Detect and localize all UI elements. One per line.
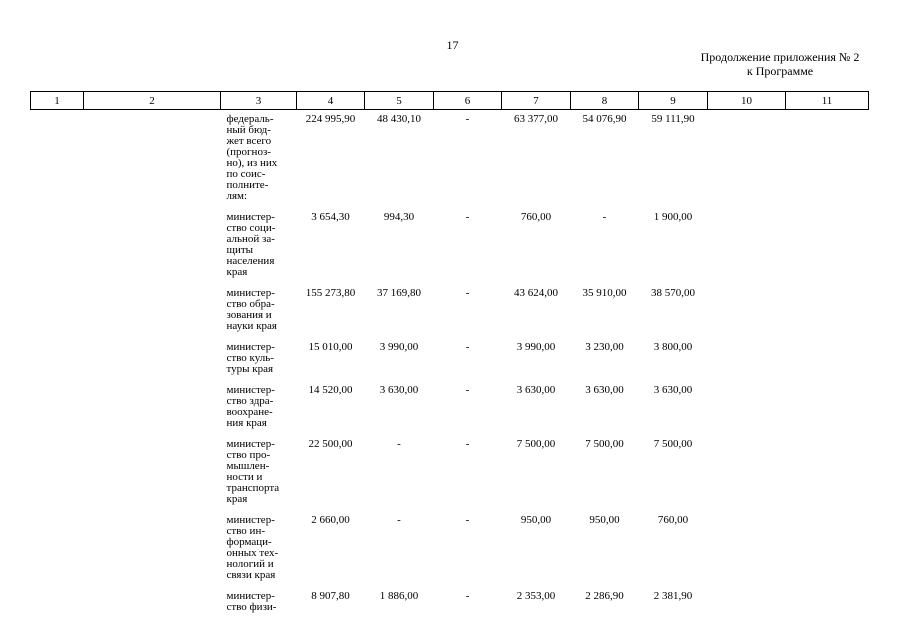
executor-name-line: федераль- (226, 113, 274, 125)
column-header-6: 6 (434, 92, 502, 110)
empty-cell-col-10 (708, 587, 786, 619)
executor-name-line: ный бюд- (226, 124, 271, 136)
amount-cell-col-9: 1 900,00 (653, 211, 693, 223)
row-executor-name (221, 284, 297, 338)
empty-cell-col-11 (786, 435, 869, 511)
executor-name-line: края (226, 493, 248, 505)
row-executor-name (221, 338, 297, 381)
empty-cell-col-1 (31, 338, 84, 381)
column-header-1: 1 (31, 92, 84, 110)
empty-cell-col-1 (31, 284, 84, 338)
empty-cell-col-11 (786, 284, 869, 338)
column-number-row (31, 92, 869, 110)
table-row (31, 511, 869, 587)
amount-cell-col-5: - (397, 438, 401, 450)
table-row (31, 587, 869, 619)
amount-cell-col-9: 3 800,00 (653, 341, 693, 353)
empty-cell-col-10 (708, 338, 786, 381)
empty-cell-col-2 (84, 511, 221, 587)
empty-cell-col-10 (708, 511, 786, 587)
amount-cell-col-9: 760,00 (657, 514, 689, 526)
executor-name-line: ство соци- (226, 222, 276, 234)
amount-cell-col-7: 760,00 (520, 211, 552, 223)
executor-name-line: ство куль- (226, 352, 274, 364)
amount-cell-col-9: 7 500,00 (653, 438, 693, 450)
amount-cell-col-5: 994,30 (383, 211, 415, 223)
empty-cell-col-11 (786, 338, 869, 381)
amount-cell-col-7: 950,00 (520, 514, 552, 526)
amount-cell-col-8: 3 630,00 (585, 384, 624, 396)
empty-cell-col-2 (84, 338, 221, 381)
amount-cell-col-7: 3 990,00 (516, 341, 556, 353)
appendix-line-2: к Программе (746, 64, 814, 78)
executor-name-line: министер- (226, 341, 275, 353)
empty-cell-col-11 (786, 511, 869, 587)
amount-cell-col-5: 48 430,10 (377, 113, 421, 125)
executor-name-line: ности и (226, 471, 263, 483)
amount-cell-col-9: 38 570,00 (651, 287, 695, 299)
executor-name-line: нологий и (226, 558, 274, 570)
executor-name-line: туры края (226, 363, 274, 375)
appendix-line-1: Продолжение приложения № 2 (700, 50, 860, 64)
table-row (31, 110, 869, 209)
amount-cell-col-6: - (465, 341, 470, 353)
amount-cell-col-7: 2 353,00 (516, 590, 556, 602)
table-body (31, 110, 869, 620)
executor-name-line: воохране- (226, 406, 273, 418)
empty-cell-col-1 (31, 208, 84, 284)
executor-name-line: науки края (226, 320, 277, 332)
executor-name-line: ство физи- (226, 601, 277, 613)
amount-cell-col-8: - (602, 211, 607, 223)
appendix-note (690, 50, 870, 78)
table-row (31, 208, 869, 284)
amount-cell-col-7: 63 377,00 (514, 113, 558, 125)
amount-cell-col-4: 2 660,00 (311, 514, 350, 526)
executor-name-line: министер- (226, 590, 275, 602)
empty-cell-col-2 (84, 381, 221, 435)
executor-name-line: ство здра- (226, 395, 274, 407)
executor-name-line: по соис- (226, 168, 266, 180)
amount-cell-col-6: - (465, 438, 470, 450)
empty-cell-col-11 (786, 208, 869, 284)
empty-cell-col-10 (708, 381, 786, 435)
amount-cell-col-6: - (465, 514, 470, 526)
amount-cell-col-6: - (465, 113, 470, 125)
amount-cell-col-4: 3 654,30 (311, 211, 350, 223)
table-row (31, 381, 869, 435)
empty-cell-col-10 (708, 284, 786, 338)
amount-cell-col-9: 59 111,90 (651, 113, 695, 125)
executor-name-line: ство ин- (226, 525, 265, 537)
column-header-5: 5 (365, 92, 434, 110)
amount-cell-col-4: 14 520,00 (308, 384, 353, 396)
executor-name-line: альной за- (226, 233, 275, 245)
column-header-9: 9 (639, 92, 708, 110)
executor-name-line: мышлен- (226, 460, 270, 472)
empty-cell-col-2 (84, 284, 221, 338)
row-executor-name (221, 587, 297, 619)
executor-name-line: щиты (226, 244, 254, 256)
row-executor-name (221, 110, 297, 209)
column-header-10: 10 (708, 92, 786, 110)
column-header-2: 2 (84, 92, 221, 110)
amount-cell-col-4: 8 907,80 (311, 590, 350, 602)
executor-name-line: ство про- (226, 449, 271, 461)
executor-name-line: ство обра- (226, 298, 275, 310)
row-executor-name (221, 435, 297, 511)
amount-cell-col-6: - (465, 211, 470, 223)
executor-name-line: министер- (226, 384, 275, 396)
empty-cell-col-1 (31, 587, 84, 619)
executor-name-line: жет всего (226, 135, 272, 147)
amount-cell-col-6: - (465, 287, 470, 299)
amount-cell-col-5: 3 630,00 (379, 384, 419, 396)
page-number: 17 (446, 38, 459, 52)
executor-name-line: министер- (226, 514, 275, 526)
amount-cell-col-4: 22 500,00 (308, 438, 353, 450)
amount-cell-col-5: 1 886,00 (379, 590, 419, 602)
executor-name-line: лям: (226, 190, 248, 202)
executor-name-line: населения (226, 255, 275, 267)
table-row (31, 284, 869, 338)
amount-cell-col-8: 950,00 (589, 514, 620, 526)
row-executor-name (221, 381, 297, 435)
column-header-7: 7 (502, 92, 571, 110)
executor-name-line: министер- (226, 438, 275, 450)
executor-name-line: формаци- (226, 536, 272, 548)
column-header-11: 11 (786, 92, 869, 110)
amount-cell-col-9: 3 630,00 (653, 384, 693, 396)
executor-name-line: ния края (226, 417, 267, 429)
amount-cell-col-5: - (397, 514, 401, 526)
amount-cell-col-5: 37 169,80 (377, 287, 421, 299)
table-row (31, 435, 869, 511)
executor-name-line: но), из них (226, 157, 278, 169)
amount-cell-col-7: 3 630,00 (516, 384, 556, 396)
amount-cell-col-6: - (465, 590, 470, 602)
empty-cell-col-2 (84, 208, 221, 284)
empty-cell-col-1 (31, 381, 84, 435)
row-executor-name (221, 208, 297, 284)
amount-cell-col-8: 2 286,90 (585, 590, 624, 602)
executor-name-line: транспорта (226, 482, 280, 494)
empty-cell-col-10 (708, 110, 786, 209)
executor-name-line: министер- (226, 211, 275, 223)
column-header-4: 4 (297, 92, 365, 110)
empty-cell-col-10 (708, 435, 786, 511)
budget-table (30, 91, 869, 619)
amount-cell-col-6: - (465, 384, 470, 396)
executor-name-line: министер- (226, 287, 275, 299)
empty-cell-col-2 (84, 587, 221, 619)
executor-name-line: края (226, 266, 248, 278)
row-executor-name (221, 511, 297, 587)
executor-name-line: (прогноз- (226, 146, 271, 158)
executor-name-line: зования и (226, 309, 272, 321)
amount-cell-col-4: 224 995,90 (305, 113, 356, 125)
empty-cell-col-2 (84, 110, 221, 209)
amount-cell-col-4: 15 010,00 (308, 341, 353, 353)
empty-cell-col-1 (31, 511, 84, 587)
empty-cell-col-10 (708, 208, 786, 284)
amount-cell-col-8: 54 076,90 (582, 113, 627, 125)
executor-name-line: полните- (226, 179, 269, 191)
amount-cell-col-4: 155 273,80 (305, 287, 356, 299)
empty-cell-col-11 (786, 587, 869, 619)
amount-cell-col-5: 3 990,00 (379, 341, 419, 353)
executor-name-line: связи края (226, 569, 276, 581)
amount-cell-col-8: 7 500,00 (585, 438, 624, 450)
executor-name-line: онных тех- (226, 547, 279, 559)
column-header-3: 3 (221, 92, 297, 110)
empty-cell-col-1 (31, 435, 84, 511)
amount-cell-col-7: 7 500,00 (516, 438, 556, 450)
amount-cell-col-9: 2 381,90 (653, 590, 693, 602)
table-row (31, 338, 869, 381)
empty-cell-col-11 (786, 381, 869, 435)
empty-cell-col-11 (786, 110, 869, 209)
amount-cell-col-8: 3 230,00 (585, 341, 624, 353)
amount-cell-col-7: 43 624,00 (514, 287, 558, 299)
amount-cell-col-8: 35 910,00 (582, 287, 627, 299)
empty-cell-col-1 (31, 110, 84, 209)
empty-cell-col-2 (84, 435, 221, 511)
column-header-8: 8 (571, 92, 639, 110)
